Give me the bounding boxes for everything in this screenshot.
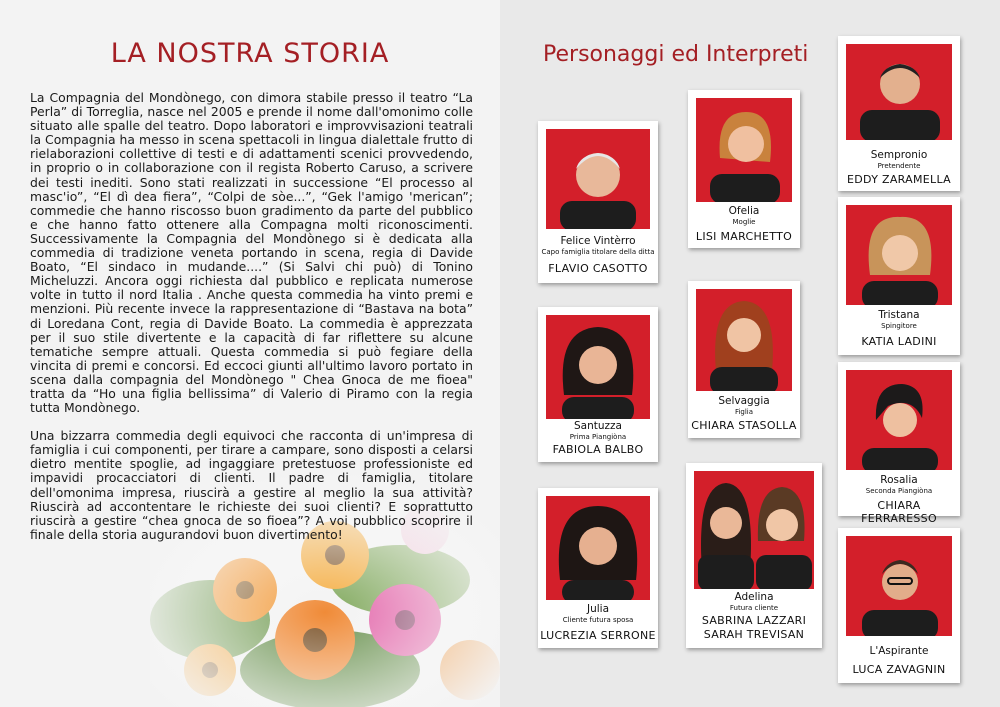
cast-card bbox=[838, 528, 960, 683]
portrait-photo bbox=[694, 471, 814, 589]
story-paragraph: La Compagnia del Mondònego, con dimora stabile presso il teatro “La Perla” di Torreglia, nasce nel 2005 e prende il nome dall'omonimo colle situato alle spalle del teatro. Dopo laboratori e improvvisazioni teatrali la Compagnia ha messo in scena spettacoli in lingua dialettale frutto di rielaborazioni collettive di testi e di adattamenti scenici provvedendo, in proprio o in collaborazione con il regista Roberto Caruso, a scrivere dei testi inediti. Sono stati realizzati in successione “El processo al masc'io”, “El dì dea fiera”, “Colpi de sòe...”, “Gek l'amigo 'merican”; commedie che hanno riscosso buon gradimento da parte del pubblico e che hanno fatto ottenere alla Compagna molti riconoscimenti. Successivamente la Compagnia del Mondònego si è dedicata alla commedia di tradizione veneta portando in scena, regia di Davide Boato, “El sindaco in mudande....” (Si Salvi chi può) di Tonino Micheluzzi. Ancora oggi richiesta dal pubblico e replicata numerose volte in tutto il nord Italia . Anche questa commedia ha vinto premi e menzioni. Più recente invece la rappresentazione di “Bastava na bota” di Loredana Cont, regia di Davide Boato. La commedia è apprezzata per il suo stile divertente e la capacità di far riflettere su alcune tematiche sempre attuali. Questa commedia si può fegiare della vincita di premi e concorsi. Ed eccoci giunti all'ultimo lavoro portato in scena dalla compagnia del Mondònego " Chea Gnoca de me fioea" tratta da “Ho una figlia bellissima” di Valerio di Piramo con la regia tutta Mondònego. bbox=[30, 90, 473, 416]
character-description: Capo famiglia titolare della ditta bbox=[541, 248, 655, 256]
character-name: Felice Vintèrro bbox=[560, 235, 636, 247]
cast-title: Personaggi ed Interpreti bbox=[543, 42, 809, 67]
character-description: Seconda Piangiòna bbox=[865, 487, 933, 495]
actor-name: LISI MARCHETTO bbox=[695, 230, 793, 243]
portrait-photo bbox=[696, 98, 792, 202]
actor-name: CHIARA FERRARESSO bbox=[861, 499, 937, 525]
actor-name: KATIA LADINI bbox=[861, 335, 937, 348]
character-description: Cliente futura sposa bbox=[562, 616, 634, 624]
character-description: Futura cliente bbox=[729, 604, 779, 612]
actor-name: EDDY ZARAMELLA bbox=[847, 173, 951, 186]
character-name: Rosalia bbox=[880, 474, 918, 486]
actor-name: SABRINA LAZZARI bbox=[701, 614, 807, 627]
character-description: Spingitore bbox=[881, 322, 917, 330]
cast-card bbox=[688, 90, 800, 248]
portrait-photo bbox=[696, 289, 792, 391]
cast-card bbox=[838, 362, 960, 525]
actor-name: LUCA ZAVAGNIN bbox=[852, 663, 946, 676]
cast-card bbox=[686, 463, 822, 648]
actor-name: FABIOLA BALBO bbox=[552, 443, 644, 456]
actor-name: LUCREZIA SERRONE bbox=[540, 629, 656, 642]
portrait-photo bbox=[846, 370, 952, 470]
character-name: Selvaggia bbox=[718, 395, 770, 407]
character-description: Figlia bbox=[734, 408, 754, 416]
cast-card bbox=[838, 36, 960, 191]
character-name: Sempronio bbox=[870, 149, 928, 161]
portrait-photo bbox=[546, 315, 650, 419]
cast-card bbox=[538, 488, 658, 648]
character-description: Pretendente bbox=[877, 162, 921, 170]
character-description: Moglie bbox=[732, 218, 756, 226]
portrait-photo bbox=[846, 536, 952, 636]
actor-name: SARAH TREVISAN bbox=[703, 628, 805, 641]
portrait-photo bbox=[546, 496, 650, 600]
story-paragraph: Una bizzarra commedia degli equivoci che racconta di un'impresa di famiglia i cui componenti, per tirare a campare, sono disposti a celarsi dietro mentite spoglie, ad ingaggiare pretestuose professioniste ed impavidi procacciatori di clienti. Il padre di famiglia, titolare dell'omonima impresa, riuscirà a gestire al meglio la sua attività? Riuscirà ad accontentare le richieste dei suoi clienti? E soprattutto riuscirà a gestire “chea gnoca de so fioea”? A voi pubblico scoprire il finale della storia augurandovi buon divertimento! bbox=[30, 428, 473, 542]
character-name: Ofelia bbox=[728, 205, 760, 217]
cast-card bbox=[538, 121, 658, 283]
character-name: Adelina bbox=[734, 591, 774, 603]
character-name: Tristana bbox=[878, 309, 920, 321]
character-name: Julia bbox=[586, 603, 610, 615]
character-description: Prima Piangiòna bbox=[569, 433, 627, 441]
cast-card bbox=[838, 197, 960, 355]
portrait-photo bbox=[846, 205, 952, 305]
story-text bbox=[30, 91, 473, 542]
portrait-photo bbox=[846, 44, 952, 140]
portrait-photo bbox=[546, 129, 650, 229]
page-title: LA NOSTRA STORIA bbox=[110, 38, 390, 69]
character-name: L'Aspirante bbox=[869, 645, 929, 657]
character-name: Santuzza bbox=[574, 420, 622, 432]
cast-card bbox=[688, 281, 800, 438]
actor-name: FLAVIO CASOTTO bbox=[548, 262, 648, 275]
actor-name: CHIARA STASOLLA bbox=[691, 419, 797, 432]
cast-card bbox=[538, 307, 658, 462]
